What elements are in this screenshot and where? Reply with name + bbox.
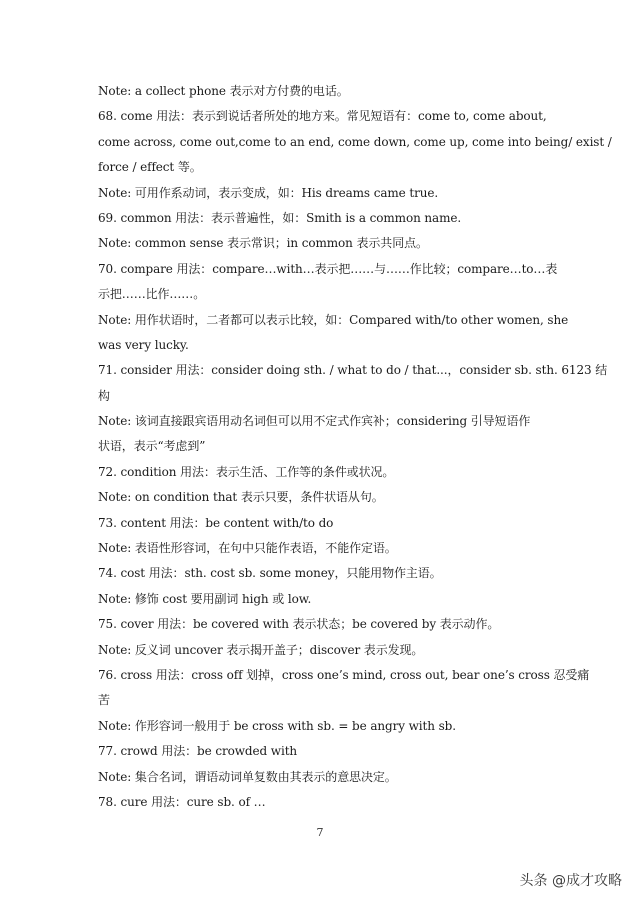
text-line: 77. crowd 用法：be crowded with bbox=[98, 744, 298, 759]
text-line: 72. condition 用法：表示生活、工作等的条件或状况。 bbox=[98, 464, 395, 479]
text-line: force / effect 等。 bbox=[98, 160, 202, 175]
text-line: 70. compare 用法：compare…with…表示把……与……作比较；compare…to…表 bbox=[98, 261, 558, 276]
page-number: 7 bbox=[316, 826, 324, 839]
text-line: 构 bbox=[98, 388, 110, 403]
text-line: Note: 用作状语时，二者都可以表示比较，如：Compared with/to other women, she bbox=[98, 312, 569, 327]
text-line: 状语，表示“考虑到” bbox=[98, 439, 206, 454]
text-line: Note: 作形容词一般用于 be cross with sb. = be angry with sb. bbox=[98, 718, 456, 733]
text-line: Note: 表语性形容词，在句中只能作表语，不能作定语。 bbox=[98, 541, 397, 556]
text-line: 71. consider 用法：consider doing sth. / what to do / that...，consider sb. sth. 6123 结 bbox=[98, 363, 608, 378]
watermark: 头条 @成才攻略 bbox=[519, 873, 622, 889]
text-line: come across, come out,come to an end, come down, come up, come into being/ exist / bbox=[98, 134, 612, 149]
text-line: 69. common 用法：表示普遍性，如：Smith is a common name. bbox=[98, 210, 462, 225]
text-line: Note: a collect phone 表示对方付费的电话。 bbox=[98, 84, 349, 98]
text-line: Note: on condition that 表示只要，条件状语从句。 bbox=[98, 490, 384, 505]
text-line: Note: 修饰 cost 要用副词 high 或 low. bbox=[98, 591, 312, 606]
text-line: 75. cover 用法：be covered with 表示状态；be covered by 表示动作。 bbox=[98, 617, 500, 632]
text-line: Note: common sense 表示常识；in common 表示共同点。 bbox=[98, 236, 428, 251]
text-line: 74. cost 用法：sth. cost sb. some money，只能用物作主语。 bbox=[98, 566, 442, 581]
text-line: was very lucky. bbox=[98, 337, 189, 352]
text-line: Note: 该词直接跟宾语用动名词但可以用不定式作宾补；considering 引导短语作 bbox=[98, 414, 531, 429]
text-line: 78. cure 用法：cure sb. of … bbox=[98, 794, 266, 809]
text-line: 苦 bbox=[98, 693, 110, 708]
document-body bbox=[98, 79, 612, 815]
text-line: Note: 集合名词，谓语动词单复数由其表示的意思决定。 bbox=[98, 769, 397, 784]
text-line: Note: 可用作系动词，表示变成，如：His dreams came true. bbox=[98, 185, 439, 200]
text-line: Note: 反义词 uncover 表示揭开盖子；discover 表示发现。 bbox=[98, 642, 424, 657]
text-line: 68. come 用法：表示到说话者所处的地方来。常见短语有：come to, come about, bbox=[98, 109, 547, 124]
text-line: 76. cross 用法：cross off 划掉，cross one’s mind, cross out, bear one’s cross 忍受痛 bbox=[98, 667, 590, 682]
text-line: 73. content 用法：be content with/to do bbox=[98, 515, 334, 530]
text-line: 示把……比作……。 bbox=[98, 287, 206, 302]
